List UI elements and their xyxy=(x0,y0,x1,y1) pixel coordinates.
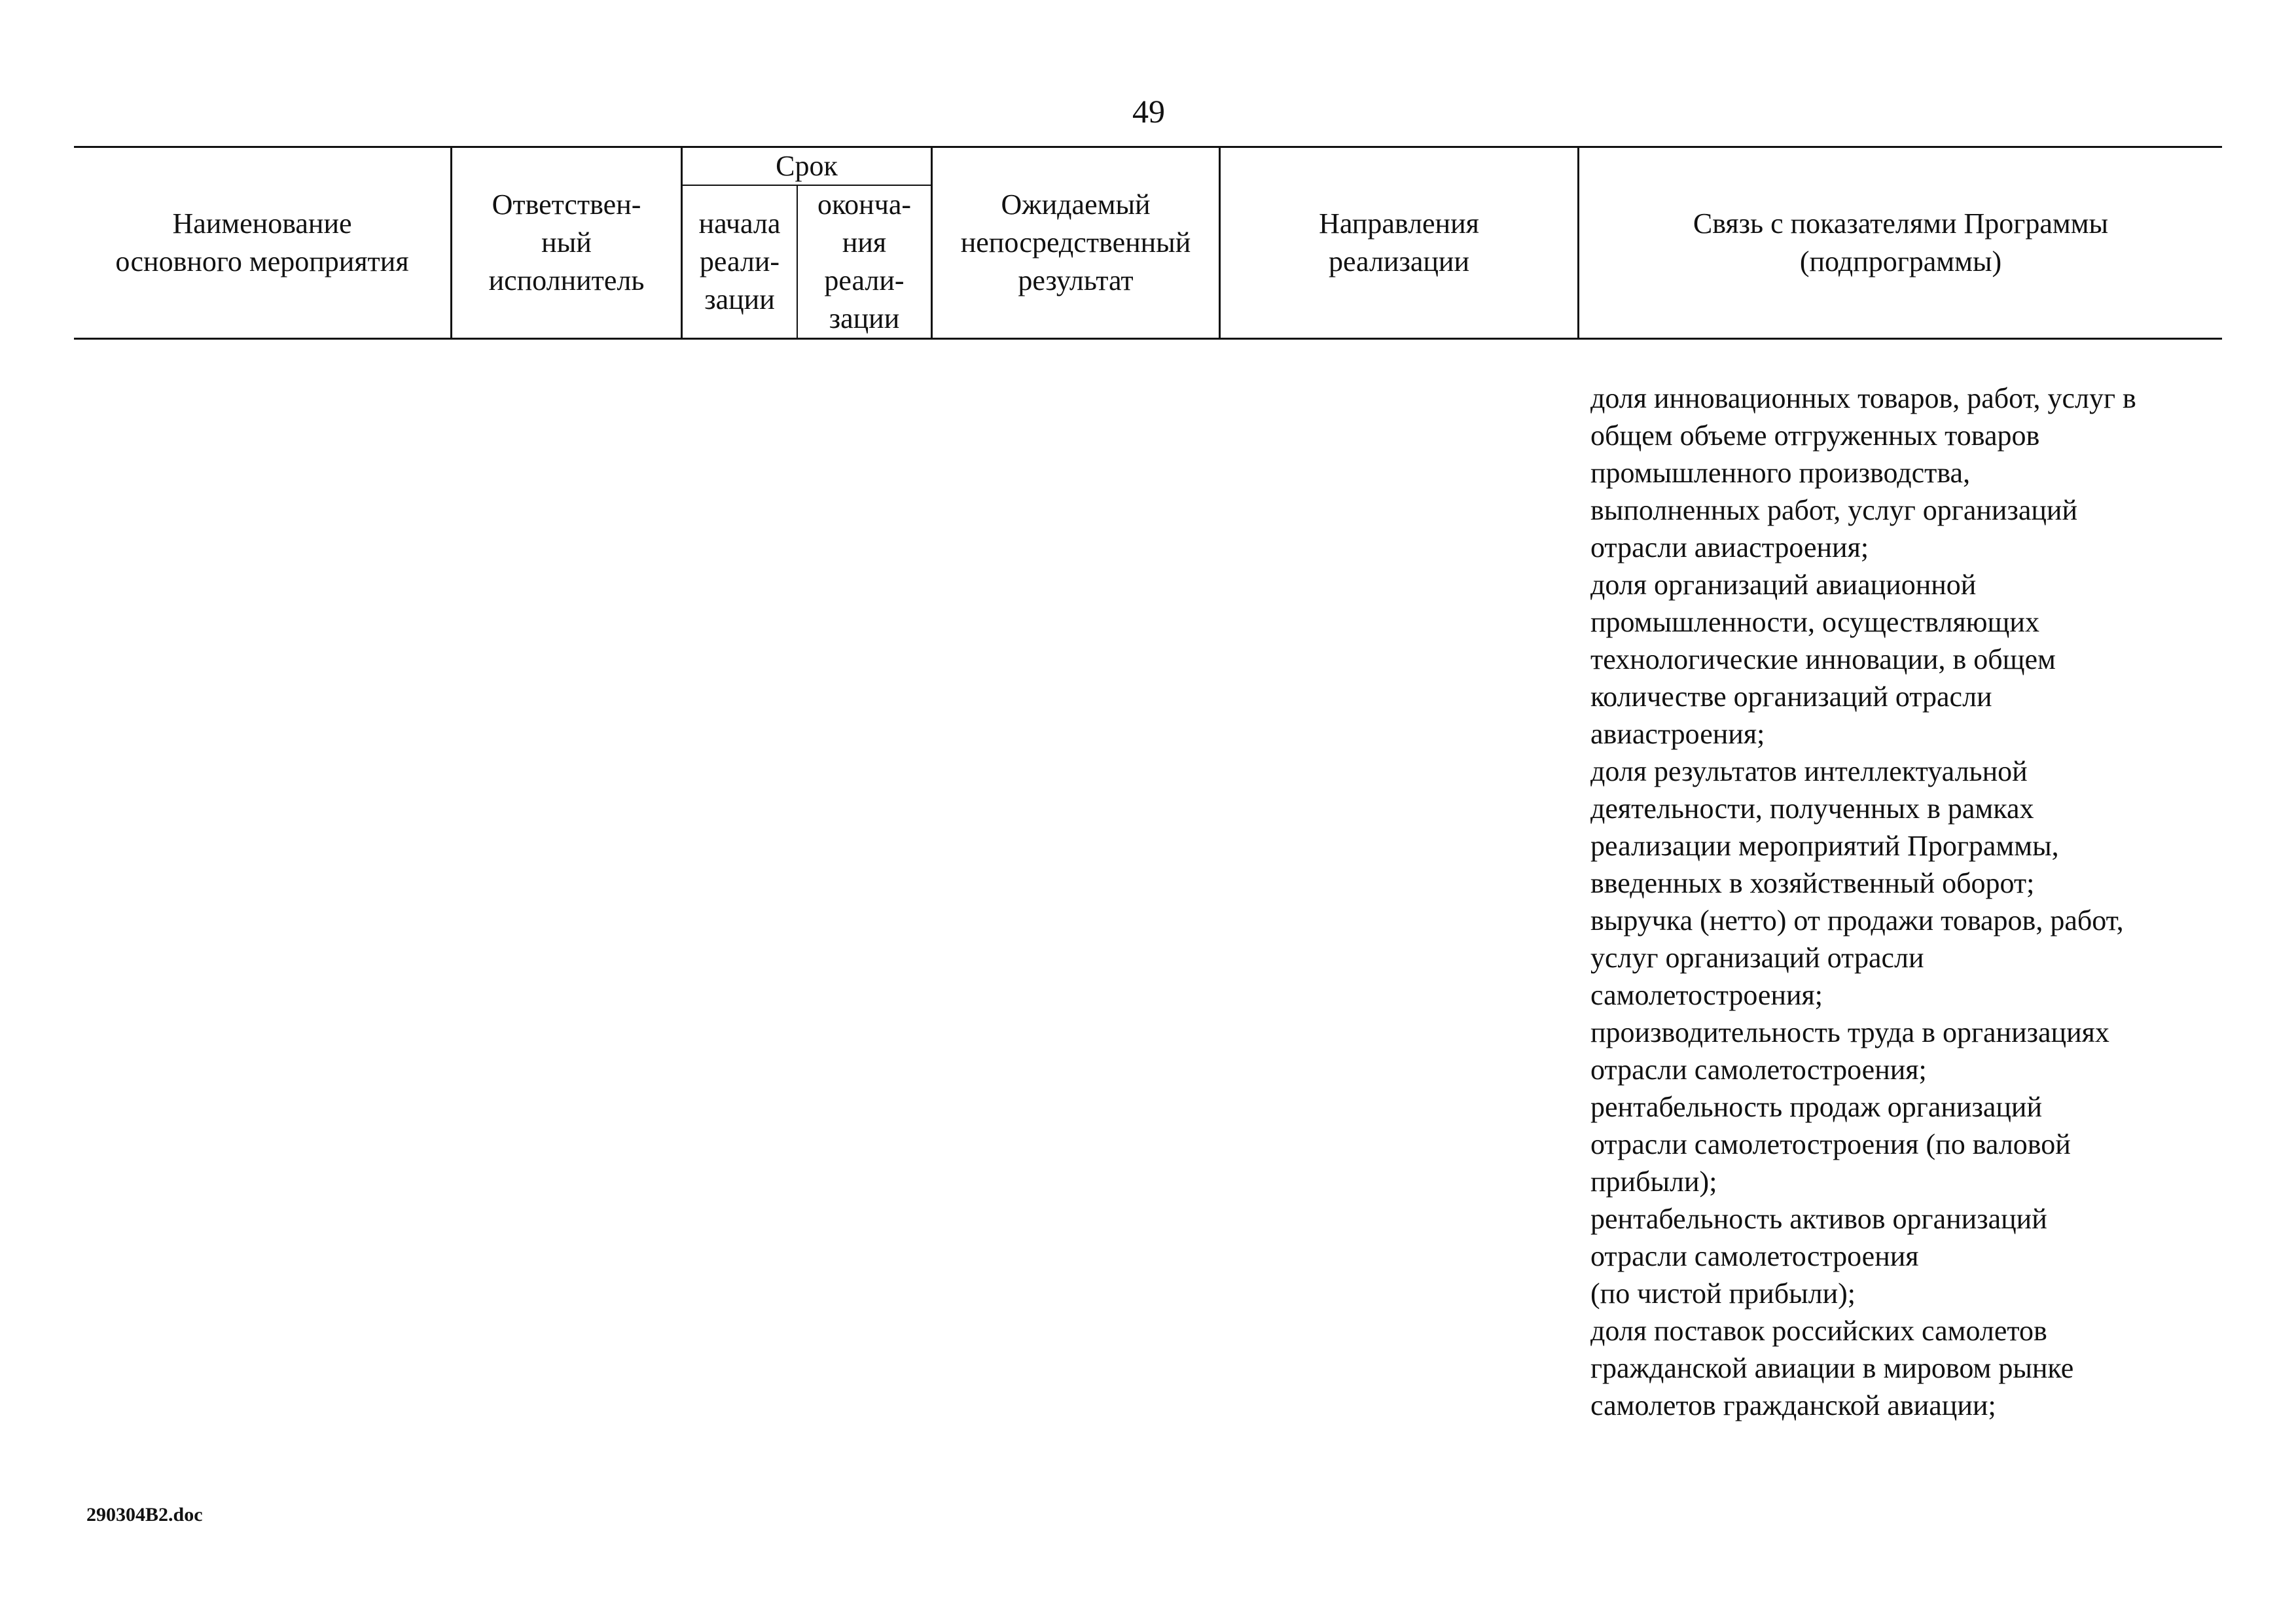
header-line: Направления xyxy=(1319,207,1479,240)
text-line: выручка (нетто) от продажи товаров, работ, xyxy=(1590,904,2124,936)
header-executor xyxy=(452,148,681,338)
header-program-indicators xyxy=(1579,148,2222,338)
text-line: доля инновационных товаров, работ, услуг в xyxy=(1590,382,2136,414)
header-line: Срок xyxy=(776,150,838,182)
header-line: результат xyxy=(1018,264,1134,296)
text-line: отрасли самолетостроения; xyxy=(1590,1054,1927,1086)
text-line: технологические инновации, в общем xyxy=(1590,643,2056,675)
header-term xyxy=(683,148,931,185)
header-line: оконча- xyxy=(817,188,911,221)
text-line: реализации мероприятий Программы, xyxy=(1590,830,2059,862)
text-line: отрасли авиастроения; xyxy=(1590,531,1869,563)
header-line: зации xyxy=(704,283,775,315)
header-line: основного мероприятия xyxy=(115,245,409,277)
text-line: промышленного производства, xyxy=(1590,457,1971,489)
text-line: рентабельность активов организаций xyxy=(1590,1203,2047,1235)
text-line: гражданской авиации в мировом рынке xyxy=(1590,1352,2074,1384)
header-line: исполнитель xyxy=(488,264,645,296)
text-line: отрасли самолетостроения (по валовой xyxy=(1590,1128,2071,1160)
text-line: самолетов гражданской авиации; xyxy=(1590,1389,1996,1421)
header-line: реали- xyxy=(824,264,905,296)
header-line: реализации xyxy=(1328,245,1470,277)
text-line: промышленности, осуществляющих xyxy=(1590,606,2039,638)
header-line: начала xyxy=(698,207,781,240)
text-line: введенных в хозяйственный оборот; xyxy=(1590,867,2035,899)
header-term-start xyxy=(683,186,797,338)
text-line: выполненных работ, услуг организаций xyxy=(1590,494,2078,526)
program-indicators-cell xyxy=(1590,380,2245,1424)
text-line: прибыли); xyxy=(1590,1166,1717,1198)
header-expected-result xyxy=(933,148,1219,338)
text-line: производительность труда в организациях xyxy=(1590,1016,2109,1048)
header-event-name xyxy=(74,148,450,338)
header-line: реали- xyxy=(699,245,780,277)
text-line: услуг организаций отрасли xyxy=(1590,942,1924,974)
text-line: отрасли самолетостроения xyxy=(1590,1240,1919,1272)
text-line: деятельности, полученных в рамках xyxy=(1590,793,2034,825)
text-line: количестве организаций отрасли xyxy=(1590,681,1992,713)
header-term-end xyxy=(798,186,931,338)
text-line: (по чистой прибыли); xyxy=(1590,1277,1856,1310)
header-line: (подпрограммы) xyxy=(1799,245,2002,277)
text-line: доля организаций авиационной xyxy=(1590,569,1977,601)
text-line: общем объеме отгруженных товаров xyxy=(1590,419,2040,452)
table-header-bottom-border xyxy=(74,338,2222,340)
page-number: 49 xyxy=(1132,93,1165,130)
header-line: Ожидаемый xyxy=(1001,188,1151,221)
header-line: непосредственный xyxy=(960,226,1191,259)
text-line: самолетостроения; xyxy=(1590,979,1823,1011)
footer-filename: 290304B2.doc xyxy=(86,1504,203,1525)
text-line: доля поставок российских самолетов xyxy=(1590,1315,2047,1347)
text-line: доля результатов интеллектуальной xyxy=(1590,755,2028,787)
header-line: Наименование xyxy=(172,207,352,240)
header-line: ный xyxy=(541,226,592,259)
header-directions xyxy=(1221,148,1577,338)
header-line: Ответствен- xyxy=(492,188,641,221)
header-line: Связь с показателями Программы xyxy=(1693,207,2109,240)
header-line: ния xyxy=(842,226,887,259)
text-line: рентабельность продаж организаций xyxy=(1590,1091,2043,1123)
header-line: зации xyxy=(829,302,900,334)
text-line: авиастроения; xyxy=(1590,718,1765,750)
